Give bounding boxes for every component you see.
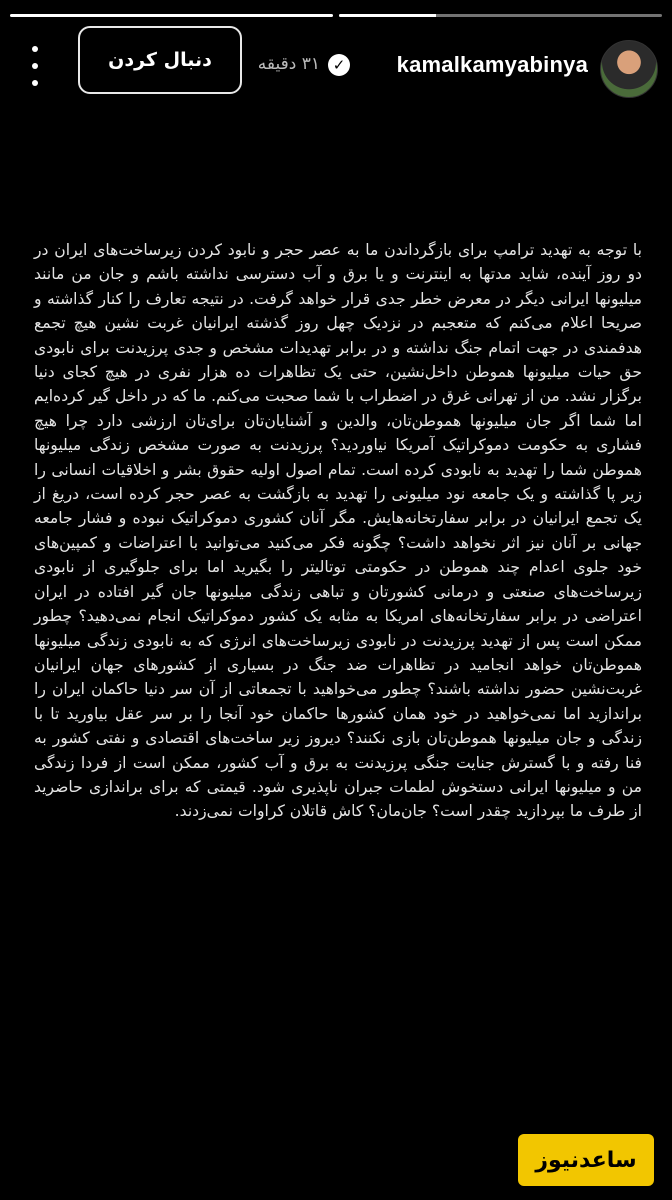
avatar[interactable] (600, 40, 658, 98)
progress-fill (339, 14, 436, 17)
more-options-icon[interactable] (24, 46, 46, 86)
story-progress-segment (339, 14, 662, 17)
site-watermark: ساعدنیوز (518, 1134, 654, 1186)
menu-dot (32, 63, 38, 69)
story-progress-bar (10, 14, 662, 17)
menu-dot (32, 80, 38, 86)
menu-dot (32, 46, 38, 52)
story-header (0, 30, 672, 102)
story-progress-segment (10, 14, 333, 17)
username[interactable]: kamalkamyabinya (396, 52, 588, 77)
follow-button[interactable]: دنبال کردن (78, 26, 242, 94)
progress-fill (10, 14, 333, 17)
post-text: با توجه به تهدید ترامپ برای بازگرداندن ما به عصر حجر و نابود کردن زیرساخت‌های ایران در دو روز آینده، شاید مدتها به اینترنت و یا برق و آب دسترسی نداشته باشم و جان من مانند میلیونها ایرانی دیگر در معرض خطر جدی قرار خواهد گرفت. در نتیجه تعارف را کنار گذاشته و صریحا اعلام می‌کنم که متعجبم در نزدیک چهل روز گذشته ایرانیان غربت نشین هیچ تجمع هدفمندی در جهت اتمام جنگ نداشته و در برابر تهدیدات مشخص و جدی پرزیدنت برای نابودی حق حیات میلیونها هموطن داخل‌نشین، حتی یک تظاهرات ده هزار نفری در هیچ کجای دنیا برگزار نشد. من از تهرانی غرق در اضطراب با شما صحبت می‌کنم. ما که در داخل گیر کرده‌ایم اما شما اگر جان میلیونها هموطن‌تان، والدین و آشنایان‌تان برای‌تان ارزشی دارد چرا هیچ فشاری به حکومت دموکراتیک آمریکا نیاوردید؟ پرزیدنت به صورت مشخص زندگی میلیونها هموطن شما را تهدید به نابودی کرده است. تمام اصول اولیه حقوق بشر و اخلاقیات انسانی را زیر پا گذاشته و یک جامعه نود میلیونی را تهدید به بازگشت به عصر حجر کرده است، دریغ از یک تجمع ایرانیان در برابر سفارتخانه‌هایش. مگر آنان کشوری دموکراتیک نبوده و فشار جامعه جهانی بر آنان نیز اثر نخواهد داشت؟ چگونه فکر می‌کنید می‌توانید با اعتراضات و کمپین‌های خود جلوی اعدام چند هموطن در حکومتی توتالیتر را بگیرید اما برای جلوگیری از نابودی زیرساخت‌های صنعتی و درمانی کشورتان و تباهی زندگی میلیونها جان گیر افتاده در ایران اعتراضی در برابر سفارتخانه‌های امریکا به مثابه یک کشور دموکراتیک انجام نمی‌دهید؟ چطور ممکن است پس از تهدید پرزیدنت در نابودی زیرساخت‌های انرژی که به نابودی زندگی میلیونها هموطن‌تان خواهد انجامید در تظاهرات ضد جنگ در بسیاری از کشورهای جهان ایرانیان غربت‌نشین حضور نداشته باشند؟ چطور می‌خواهید با تجمعاتی از آن سر دنیا حاکمان ایران را براندازید اما نمی‌خواهید در خود همان کشورها حاکمان خود آنجا را بر سر عقل بیاورید تا با زندگی و جان میلیونها هموطن‌تان بازی نکنند؟ دیروز زیر ساخت‌های اقتصادی و نفتی کشور به فنا رفته و با گسترش جنایت جنگی پرزیدنت به برق و آب کشور، ممکن است از فردا زندگی من و میلیونها ایرانی دستخوش لطمات جبران ناپذیری شود. قیمتی که برای براندازی حاضرید از طرف ما بپردازید چقدر است؟ جان‌مان؟ کاش قاتلان کراوات نمی‌زدند. (34, 241, 642, 821)
verified-badge-icon: ✓ (328, 54, 350, 76)
post-time: ۳۱ دقیقه (257, 54, 320, 74)
